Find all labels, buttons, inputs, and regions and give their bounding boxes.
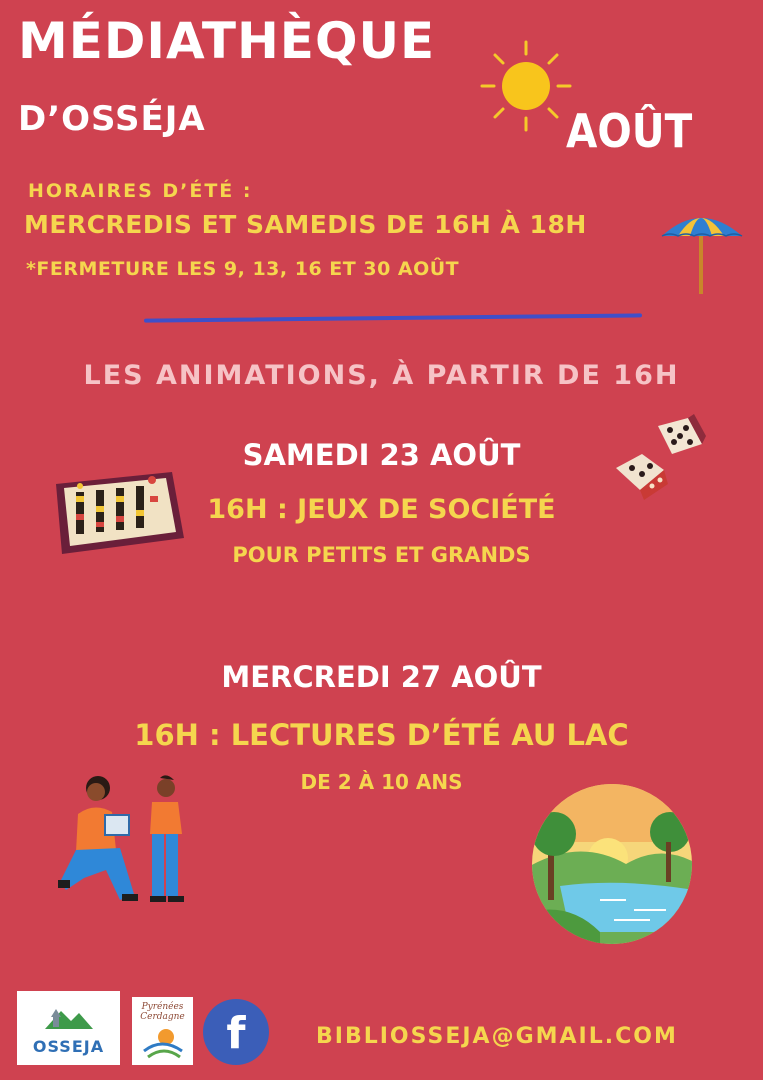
osseja-logo: [17, 991, 120, 1065]
month-label: AOÛT: [566, 104, 693, 158]
lake-landscape-icon: [530, 782, 694, 946]
hours-schedule: MERCREDIS ET SAMEDIS DE 16H À 18H: [24, 210, 587, 239]
osseja-logo-text: OSSEJA: [32, 1037, 105, 1056]
event-1-subtitle: POUR PETITS ET GRANDS: [232, 543, 531, 567]
pyrenees-cerdagne-logo: [132, 997, 193, 1065]
animations-heading: LES ANIMATIONS, À PARTIR DE 16H: [83, 360, 680, 391]
page-subtitle: D’OSSÉJA: [18, 99, 206, 139]
sun-icon: [478, 38, 574, 134]
event-1-date: SAMEDI 23 AOÛT: [242, 438, 521, 472]
beach-umbrella-icon: [660, 206, 744, 298]
event-1-title: 16H : JEUX DE SOCIÉTÉ: [207, 494, 556, 525]
contact-email[interactable]: BIBLIOSSEJA@GMAIL.COM: [316, 1024, 678, 1049]
event-2-date: MERCREDI 27 AOÛT: [221, 660, 542, 694]
pyrenees-logo-text: Pyrénées Cerdagne: [140, 1002, 185, 1022]
page-title: MÉDIATHÈQUE: [18, 12, 436, 70]
facebook-glyph: f: [226, 1008, 246, 1059]
facebook-icon[interactable]: [202, 998, 270, 1066]
hours-label: HORAIRES D’ÉTÉ :: [28, 180, 253, 202]
event-2-subtitle: DE 2 À 10 ANS: [300, 770, 463, 794]
reading-mother-child-icon: [54, 770, 200, 912]
event-2-title: 16H : LECTURES D’ÉTÉ AU LAC: [134, 718, 629, 752]
dice-icon: [612, 414, 708, 502]
pyrenees-logo-icon: [142, 1025, 184, 1059]
board-game-icon: [50, 466, 188, 558]
closing-notice: *FERMETURE LES 9, 13, 16 ET 30 AOÛT: [26, 258, 460, 280]
osseja-logo-icon: [45, 1001, 93, 1031]
section-divider: [144, 313, 642, 322]
